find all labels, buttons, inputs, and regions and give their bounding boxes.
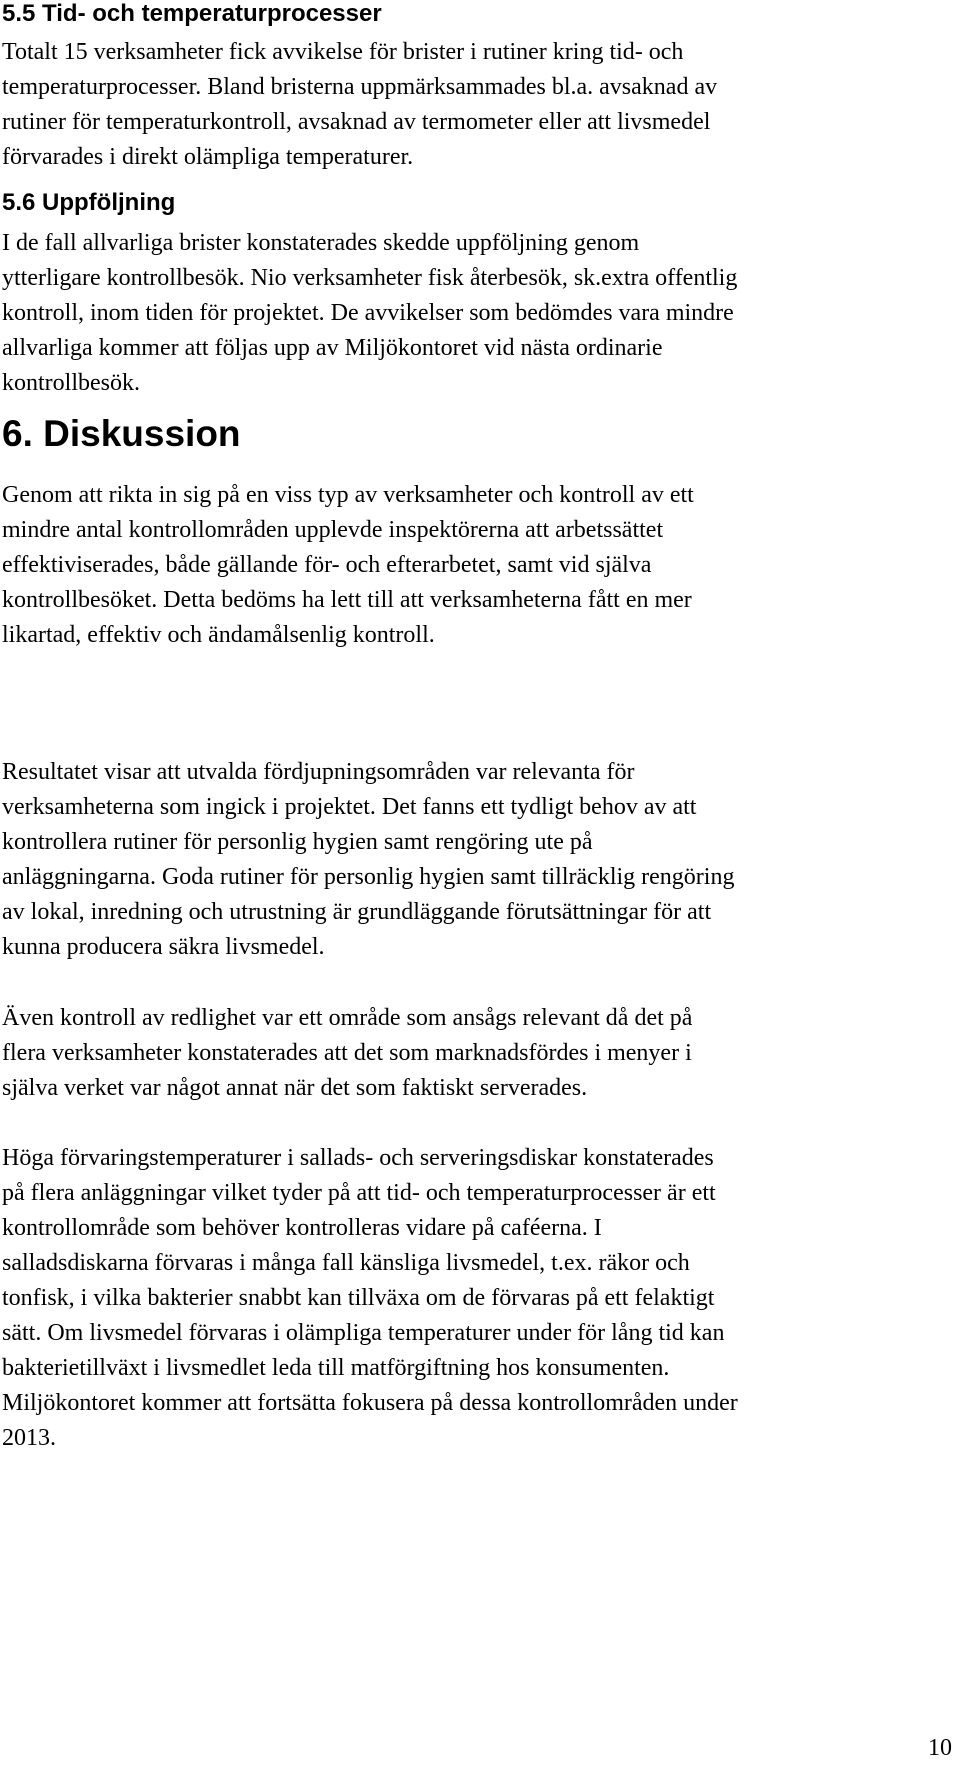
section-heading-6: 6. Diskussion <box>2 413 241 454</box>
text-line: tonfisk, i vilka bakterier snabbt kan tillväxa om de förvaras på ett felaktigt <box>2 1285 715 1311</box>
page-number: 10 <box>928 1735 952 1761</box>
text-line: Höga förvaringstemperaturer i sallads- och serveringsdiskar konstaterades <box>2 1145 714 1171</box>
text-line: bakterietillväxt i livsmedlet leda till matförgiftning hos konsumenten. <box>2 1355 670 1381</box>
text-line: kontrollera rutiner för personlig hygien samt rengöring ute på <box>2 829 593 855</box>
text-line: Även kontroll av redlighet var ett område som ansågs relevant då det på <box>2 1005 693 1031</box>
text-line: mindre antal kontrollområden upplevde inspektörerna att arbetssättet <box>2 517 664 543</box>
text-line: flera verksamheter konstaterades att det som marknadsfördes i menyer i <box>2 1040 692 1066</box>
paragraph-discussion-4 <box>2 1141 738 1456</box>
text-line: Totalt 15 verksamheter fick avvikelse för brister i rutiner kring tid- och <box>2 39 684 65</box>
text-line: själva verket var något annat när det som faktiskt serverades. <box>2 1075 588 1101</box>
text-line: kunna producera säkra livsmedel. <box>2 934 325 960</box>
paragraph-discussion-2 <box>2 755 734 965</box>
text-line: kontroll, inom tiden för projektet. De avvikelser som bedömdes vara mindre <box>2 300 734 326</box>
text-line: anläggningarna. Goda rutiner för personlig hygien samt tillräcklig rengöring <box>2 864 735 890</box>
text-line: 2013. <box>2 1425 56 1451</box>
text-line: sätt. Om livsmedel förvaras i olämpliga temperaturer under för lång tid kan <box>2 1320 725 1346</box>
paragraph-discussion-3 <box>2 1001 692 1106</box>
text-line: av lokal, inredning och utrustning är grundläggande förutsättningar för att <box>2 899 712 925</box>
text-line: på flera anläggningar vilket tyder på att tid- och temperaturprocesser är ett <box>2 1180 716 1206</box>
text-line: I de fall allvarliga brister konstaterades skedde uppföljning genom <box>2 230 640 256</box>
text-line: Resultatet visar att utvalda fördjupningsområden var relevanta för <box>2 759 635 785</box>
paragraph-5-6 <box>2 226 737 401</box>
text-line: rutiner för temperaturkontroll, avsaknad av termometer eller att livsmedel <box>2 109 711 135</box>
text-line: kontrollbesök. <box>2 370 140 396</box>
text-line: Genom att rikta in sig på en viss typ av verksamheter och kontroll av ett <box>2 482 694 508</box>
paragraph-discussion-1 <box>2 478 694 653</box>
text-line: verksamheterna som ingick i projektet. Det fanns ett tydligt behov av att <box>2 794 697 820</box>
text-line: förvarades i direkt olämpliga temperaturer. <box>2 144 414 170</box>
section-heading-5-6: 5.6 Uppföljning <box>2 189 176 216</box>
text-line: likartad, effektiv och ändamålsenlig kontroll. <box>2 622 435 648</box>
section-heading-5-5: 5.5 Tid- och temperaturprocesser <box>2 0 382 27</box>
paragraph-5-5 <box>2 35 717 175</box>
text-line: effektiviserades, både gällande för- och efterarbetet, samt vid själva <box>2 552 652 578</box>
text-line: kontrollbesöket. Detta bedöms ha lett till att verksamheterna fått en mer <box>2 587 692 613</box>
text-line: Miljökontoret kommer att fortsätta fokusera på dessa kontrollområden under <box>2 1390 738 1416</box>
text-line: ytterligare kontrollbesök. Nio verksamheter fisk återbesök, sk.extra offentlig <box>2 265 738 291</box>
text-line: allvarliga kommer att följas upp av Miljökontoret vid nästa ordinarie <box>2 335 663 361</box>
text-line: kontrollområde som behöver kontrolleras vidare på caféerna. I <box>2 1215 602 1241</box>
text-line: temperaturprocesser. Bland bristerna uppmärksammades bl.a. avsaknad av <box>2 74 718 100</box>
text-line: salladsdiskarna förvaras i många fall känsliga livsmedel, t.ex. räkor och <box>2 1250 690 1276</box>
